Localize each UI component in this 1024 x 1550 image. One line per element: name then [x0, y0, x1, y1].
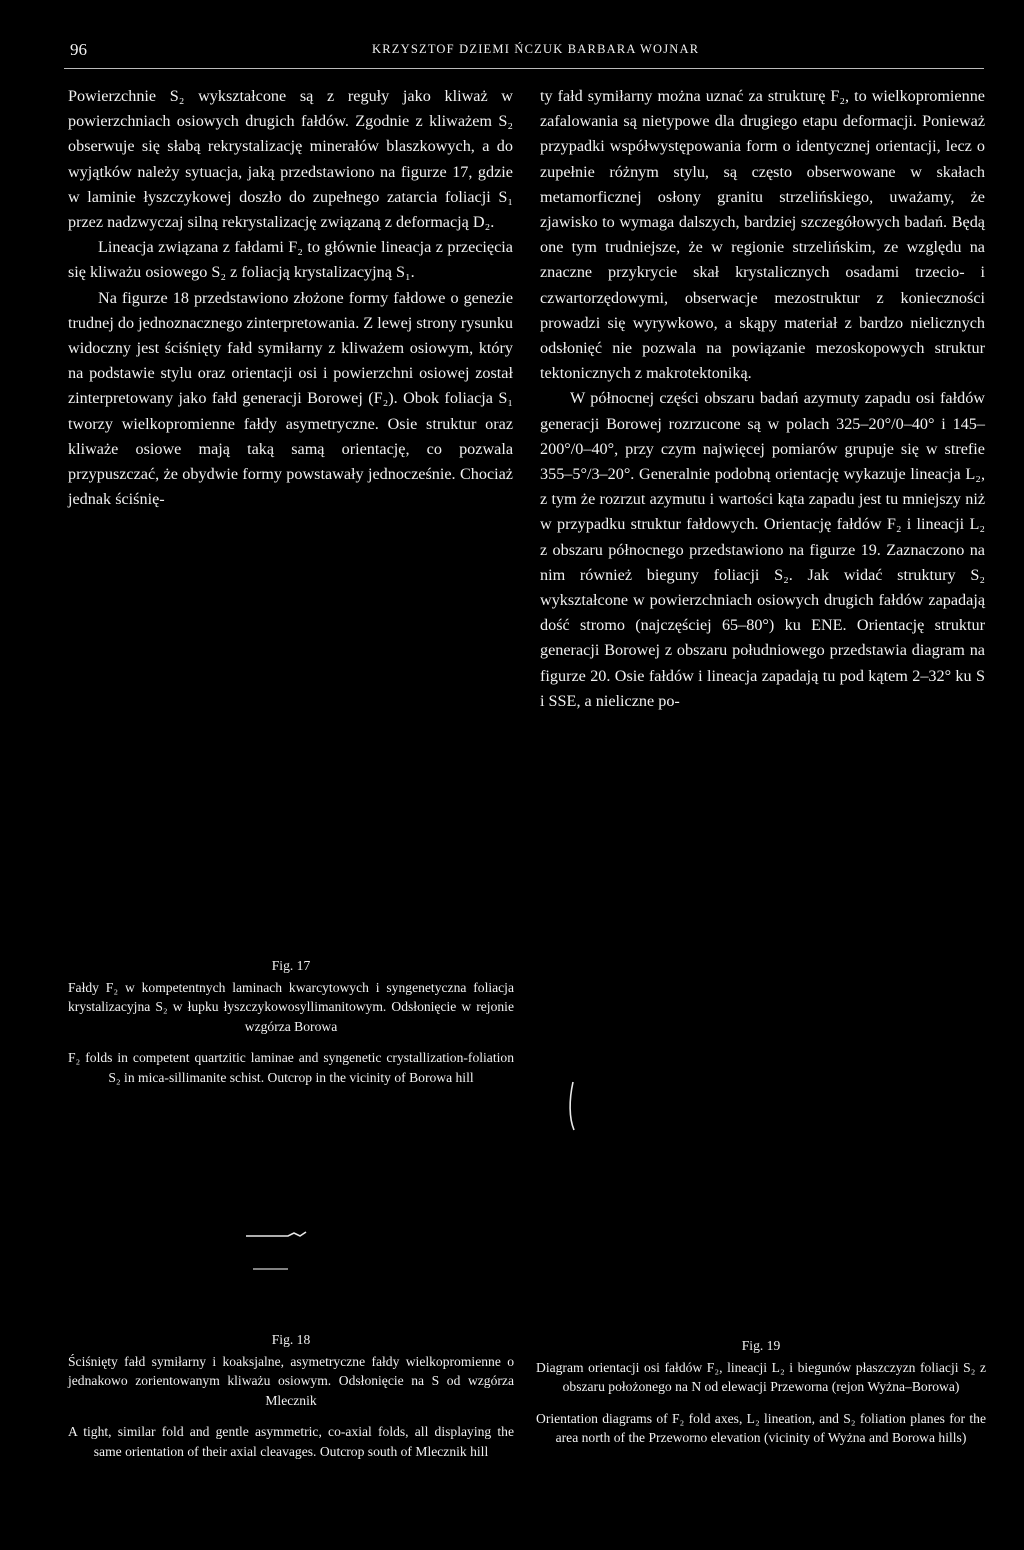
caption-english: A tight, similar fold and gentle asymmetric, co-axial folds, all displaying the same orientation of their axial cleavages. Outcrop south of Mlecznik hill — [68, 1424, 514, 1459]
caption-english: Orientation diagrams of F₂ fold axes, L₂ lineation, and S₂ foliation planes for the area north of the Przeworno elevation (vicinity of Wyżna and Borowa hills) — [536, 1410, 986, 1446]
body-paragraph: Na figurze 18 przedstawiono złożone formy fałdowe o genezie trudnej do jednoznacznego zinterpretowania. Z lewej strony rysunku widoczny jest ściśnięty fałd symiłarny z kliważem osiowym, który na podstawie stylu oraz orientacji osi i powierzchni osiowej został zinterpretowany jako fałd generacji Borowej (F₂). Obok foliacja S₁ tworzy wielkopromienne fałdy asymetryczne. Osie struktur oraz kliważe osiowe mają taką samą orientację, co pozwala przypuszczać, że obydwie formy powstawały jednocześnie. Chociaż jednak ściśnię- — [68, 288, 514, 509]
running-head: KRZYSZTOF DZIEMI ŃCZUK BARBARA WOJNAR — [372, 42, 700, 56]
figure-19-caption — [536, 1336, 986, 1448]
caption-english: F₂ folds in competent quartzitic laminae and syngenetic crystallization-foliation S₂ in mica-sillimanite schist. Outcrop in the vicinity of Borowa hill — [68, 1050, 514, 1085]
body-paragraph: ty fałd symiłarny można uznać za strukturę F₂, to wielkopromienne zafalowania są nietypowe dla drugiego etapu deformacji. Ponieważ przypadki współwystępowania form o identycznej orientacji, lecz o zupełnie różnym stylu, są często obserwowane w skałach metamorficznej osłony granitu strzelińskiego, uważamy, że zjawisko to wymaga dalszych, bardziej szczegółowych badań. Będą one tym trudniejsze, że w regionie strzelińskim, ze względu na znaczne przykrycie skał krystalicznych osadami trzecio- i czwartorzędowymi, obserwacje mezostruktur z konieczności prowadzi się wyrywkowo, a skąpy materiał z bardzo nielicznych odsłonięć nie pozwala na powiązanie mezoskopowych struktur tektonicznych z makrotektoniką. — [540, 87, 985, 383]
figure-label: Fig. 19 — [741, 1338, 781, 1353]
body-paragraph: Powierzchnie S₂ wykształcone są z reguły jako kliważ w powierzchniach osiowych drugich fałdów. Zgodnie z kliważem S₂ obserwuje się słabą rekrystalizację minerałów blaszkowych, a do wyjątków należy sytuacja, jaką przedstawiono na figurze 17, gdzie w laminie łyszczykowej doszło do zupełnego zatarcia foliacji S₁ przez nadzwyczaj silną rekrystalizację związaną z deformacją D₂. — [68, 87, 513, 232]
caption-polish: Diagram orientacji osi fałdów F₂, lineacji L₂ i biegunów płaszczyzn foliacji S₂ z obszaru położonego na N od elewacji Przeworna (rejon Wyżna–Borowa) — [536, 1359, 986, 1395]
body-paragraph: W północnej części obszaru badań azymuty zapadu osi fałdów generacji Borowej rozrzucone są w polach 325–20°/0–40° i 145–200°/0–40°, przy czym najwięcej pomiarów grupuje się w strefie 355–5°/3–20°. Generalnie podobną orientację wykazuje lineacja L₂, z tym że rozrzut azymutu i wartości kąta zapadu jest tu mniejszy niż w przypadku struktur fałdowych. Orientację fałdów F₂ i lineacji L₂ z obszaru północnego przedstawiono na figurze 19. Zaznaczono na nim również bieguny foliacji S₂. Jak widać struktury S₂ wykształcone w powierzchniach osiowych drugich fałdów zapadają dość stromo (najczęściej 65–80°) ku ENE. Orientację struktur generacji Borowej z obszaru południowego przedstawia diagram na figurze 20. Osie fałdów i lineacja zapadają tu pod kątem 2–32° ku S i SSE, a nieliczne po- — [540, 389, 985, 710]
figure-stroke — [570, 1082, 574, 1130]
figure-stroke — [246, 1232, 306, 1236]
figure-label: Fig. 18 — [271, 1332, 311, 1347]
figure-18-caption — [68, 1330, 514, 1462]
page-number: 96 — [70, 40, 87, 59]
body-paragraph: Lineacja związana z fałdami F₂ to głównie lineacja z przecięcia się kliważu osiowego S₂ z foliacją krystalizacyjną S₁. — [68, 238, 513, 282]
caption-polish: Ściśnięty fałd symiłarny i koaksjalne, asymetryczne fałdy wielkopromienne o jednakowo zorientowanym kliważu osiowym. Odsłonięcie na S od wzgórza Mlecznik — [68, 1353, 514, 1408]
caption-polish: Fałdy F₂ w kompetentnych laminach kwarcytowych i syngenetyczna foliacja krystalizacyjna S₂ w łupku łyszczykowosyllimanitowym. Odsłonięcie w rejonie wzgórza Borowa — [68, 979, 514, 1034]
figure-label: Fig. 17 — [271, 958, 311, 973]
